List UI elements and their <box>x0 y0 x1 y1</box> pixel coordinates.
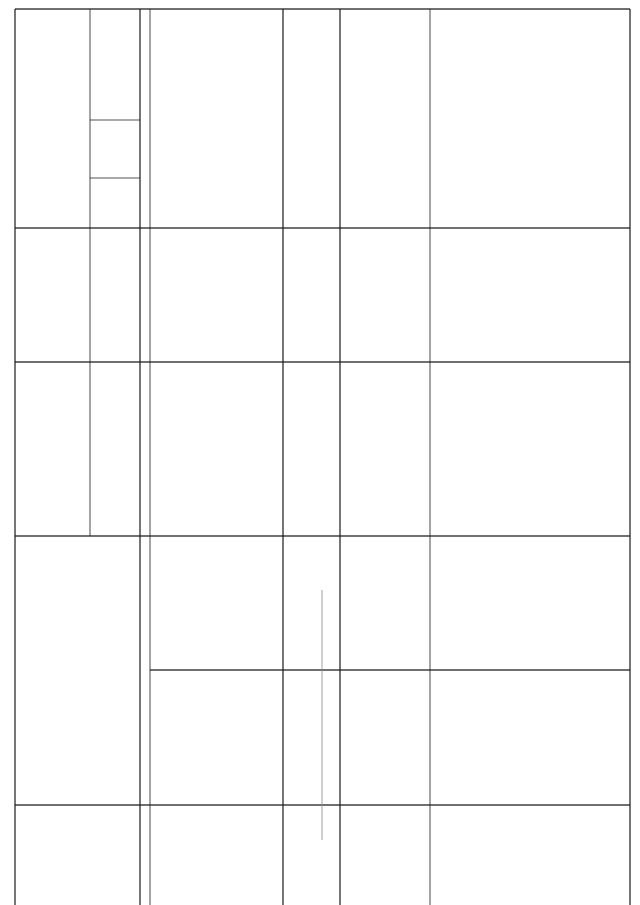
texts-layer <box>0 0 1 1</box>
